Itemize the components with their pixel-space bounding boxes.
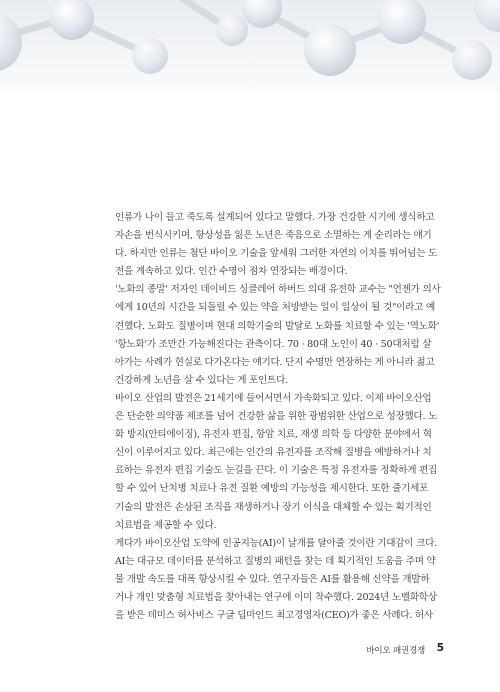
text-line: 거나 개인 맞춤형 치료법을 찾아내는 연구에 이미 착수했다. 2024년 노벨화학상 — [115, 591, 437, 603]
body-text — [115, 209, 457, 625]
text-line: 기술의 발전은 손상된 조직을 재생하거나 장기 이식을 대체할 수 있는 획기적인 — [115, 501, 432, 513]
text-line: 바이오 산업의 발전은 21세기에 들어서면서 가속화되고 있다. 이제 바이오산업 — [115, 392, 432, 404]
text-line: '노화의 종말' 저자인 데이비드 싱클레어 하버드 의대 유전학 교수는 "언젠가 의사 — [115, 284, 441, 296]
text-line: 견했다. 노화도 질병이며 현대 의학기술의 발달로 노화를 치료할 수 있는 '역노화' — [115, 320, 440, 332]
text-line: 할 수 있어 난치병 치료나 유전 질환 예방의 가능성을 제시한다. 또한 줄기세포 — [115, 483, 429, 495]
text-line: 아가는 사례가 현실로 다가온다는 얘기다. 단지 수명만 연장하는 게 아니라 젊고 — [115, 356, 435, 368]
text-line: 치료법을 제공할 수 있다. — [115, 519, 217, 531]
text-line: 화 방지(안티에이징), 유전자 편집, 항암 치료, 재생 의학 등 다양한 분야에서 혁 — [115, 429, 432, 441]
text-line: '항노화'가 조만간 가능해진다는 관측이다. 70 · 80대 노인이 40 · 50대처럼 살 — [115, 338, 432, 350]
text-line: 물 개발 속도를 대폭 향상시킬 수 있다. 연구자들은 AI를 활용해 신약을 개발하 — [115, 573, 430, 585]
header-molecule-image — [0, 0, 500, 92]
page-footer — [0, 642, 500, 658]
text-line: 전을 계속하고 있다. 인간 수명이 점차 연장되는 배경이다. — [115, 266, 348, 278]
text-line: 에게 10년의 시간을 되돌릴 수 있는 약을 처방받는 일이 일상이 될 것"이라고 예 — [115, 302, 435, 314]
text-line: 자손을 번식시키며, 항상성을 잃은 노년은 죽음으로 소멸하는 게 순리라는 얘기 — [115, 230, 432, 242]
text-line: 신이 이루어지고 있다. 최근에는 인간의 유전자를 조작해 질병을 예방하거나 치 — [115, 447, 432, 459]
page-number: 5 — [436, 642, 444, 654]
text-line: 다. 하지만 인류는 첨단 바이오 기술을 앞세워 그러한 자연의 이치를 뛰어넘는 도 — [115, 248, 438, 260]
text-line: 건강하게 노년을 살 수 있다는 게 포인트다. — [115, 374, 288, 386]
running-title: 바이오 패권경쟁 — [366, 646, 425, 656]
text-line: 료하는 유전자 편집 기술도 눈길을 끈다. 이 기술은 특정 유전자를 정확하게 편집 — [115, 465, 438, 477]
text-line: 을 받은 데미스 허사비스 구글 딥마인드 최고경영자(CEO)가 좋은 사례다. 허사 — [115, 610, 433, 622]
text-line: 은 단순한 의약품 제조를 넘어 건강한 삶을 위한 광범위한 산업으로 성장했다. 노 — [115, 411, 438, 423]
text-line: AI는 대규모 데이터를 분석하고 질병의 패턴을 찾는 데 획기적인 도움을 주며 약 — [115, 555, 436, 567]
text-line: 게다가 바이오산업 도약에 인공지능(AI)이 날개를 달아줄 것이란 기대감이 크다. — [115, 537, 437, 549]
text-line: 인류가 나이 들고 죽도록 설계되어 있다고 말했다. 가장 건강한 시기에 생식하고 — [115, 212, 435, 223]
